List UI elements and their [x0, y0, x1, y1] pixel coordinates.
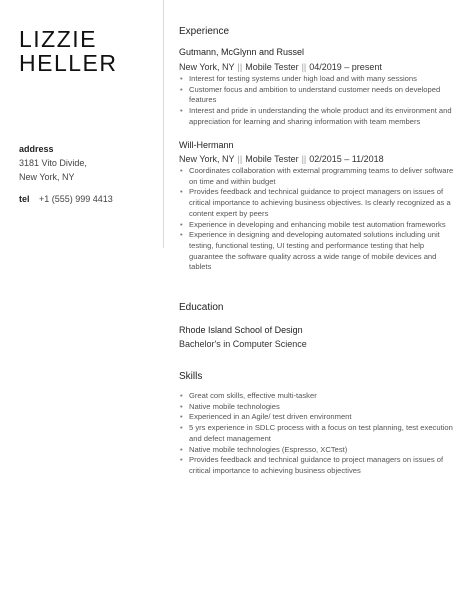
- list-item: • Coordinates collaboration with external programming teams to deliver software on time and within budget: [179, 166, 457, 187]
- job-1-bullets: [179, 74, 457, 128]
- list-item: • Provides feedback and technical guidance to project managers on issues of critical importance to achieving business objectives. Is clearly recognized as a content expert by peers: [179, 187, 457, 219]
- address-value: [19, 157, 87, 184]
- job-2-location: New York, NY: [179, 154, 235, 164]
- list-item: • Experience in developing and enhancing mobile test automation frameworks: [179, 220, 457, 231]
- list-item: • 5 yrs experience in SDLC process with a focus on test planning, test execution and defect management: [179, 423, 457, 444]
- job-2-bullets: [179, 166, 457, 273]
- list-item: • Great com skills, effective multi-tasker: [179, 391, 457, 402]
- skills-list: [179, 391, 457, 477]
- list-item: • Native mobile technologies (Espresso, XCTest): [179, 445, 457, 456]
- candidate-name: [19, 27, 117, 75]
- column-divider: [163, 0, 164, 248]
- job-2-employer: Will-Hermann: [179, 140, 234, 150]
- job-1-dates: 04/2019 – present: [309, 62, 382, 72]
- job-1-location: New York, NY: [179, 62, 235, 72]
- job-2-subline: [179, 154, 384, 164]
- separator: ||: [301, 154, 307, 164]
- job-2-dates: 02/2015 – 11/2018: [309, 154, 384, 164]
- list-item: • Customer focus and ambition to understand customer needs on developed features: [179, 85, 457, 106]
- separator: ||: [237, 154, 243, 164]
- address-line-1: 3181 Vito Divide,: [19, 158, 87, 168]
- address-label: address: [19, 144, 54, 154]
- list-item: • Experience in designing and developing automated solutions including unit testing, functional testing, UI testing and performance testing that help guarantee the software quality across a wide range of mobile devices and tablets: [179, 230, 457, 273]
- separator: ||: [237, 62, 243, 72]
- address-line-2: New York, NY: [19, 171, 75, 182]
- list-item: • Experienced in an Agile/ test driven environment: [179, 412, 457, 423]
- separator: ||: [301, 62, 307, 72]
- education-degree: Bachelor's in Computer Science: [179, 339, 307, 349]
- job-1-employer: Gutmann, McGlynn and Russel: [179, 47, 305, 57]
- first-name: LIZZIE: [19, 26, 98, 52]
- list-item: • Provides feedback and technical guidance to project managers on issues of critical importance to achieving business objectives: [179, 455, 457, 476]
- education-school: Rhode Island School of Design: [179, 325, 303, 335]
- list-item: • Interest for testing systems under high load and with many sessions: [179, 74, 457, 85]
- education-title: Education: [179, 302, 224, 313]
- skills-title: Skills: [179, 371, 203, 382]
- experience-title: Experience: [179, 26, 230, 37]
- list-item: • Interest and pride in understanding the whole product and its environment and appreciation for learning and sharing information with team members: [179, 106, 457, 127]
- job-2-role: Mobile Tester: [245, 154, 299, 164]
- job-1-subline: [179, 62, 382, 72]
- tel-value: +1 (555) 999 4413: [39, 194, 113, 204]
- list-item: • Native mobile technologies: [179, 402, 457, 413]
- job-1-role: Mobile Tester: [245, 62, 299, 72]
- last-name: HELLER: [19, 50, 118, 76]
- tel-label: tel: [19, 194, 30, 204]
